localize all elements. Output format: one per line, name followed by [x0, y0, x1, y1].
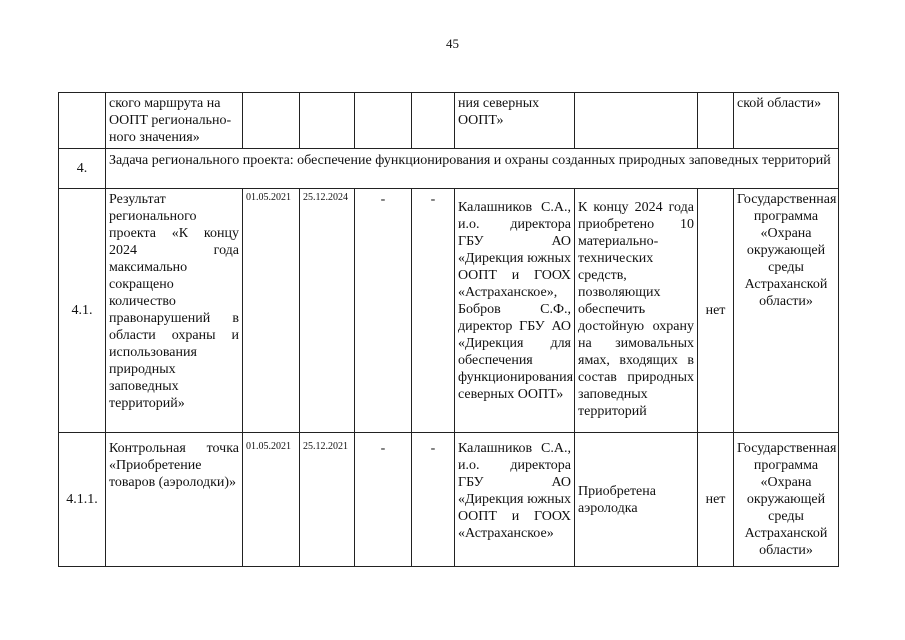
row-responsible: Калашников С.А., и.о. директора ГБУ АО «Дирекция южных ООПТ и ГООХ «Астраханское», Бобров С.Ф., директор ГБУ АО «Дирекция для обеспечения функционирования северных ООПТ» [455, 189, 575, 433]
row-description: Контрольная точка «Приобретение товаров (аэролодки)» [106, 433, 243, 567]
project-table [58, 92, 839, 567]
cell-number [59, 93, 106, 149]
cell-responsible: ния северных ООПТ» [455, 93, 575, 149]
row-flag: нет [698, 189, 734, 433]
row-end-date: 25.12.2024 [300, 189, 355, 433]
row-col6: - [412, 433, 455, 567]
row-program: Государственная программа «Охрана окружающей среды Астраханской области» [734, 189, 839, 433]
cell-program: ской области» [734, 93, 839, 149]
row-program: Государственная программа «Охрана окружающей среды Астраханской области» [734, 433, 839, 567]
row-responsible: Калашников С.А., и.о. директора ГБУ АО «Дирекция южных ООПТ и ГООХ «Астраханское» [455, 433, 575, 567]
task-text: Задача регионального проекта: обеспечение функционирования и охраны созданных природных заповедных территорий [106, 149, 839, 189]
table-row [59, 433, 839, 567]
task-number: 4. [59, 149, 106, 189]
row-start-date: 01.05.2021 [243, 189, 300, 433]
row-description: Результат регионального проекта «К концу 2024 года максимально сокращено количество правонарушений в области охраны и использования природных заповедных территорий» [106, 189, 243, 433]
row-start-date: 01.05.2021 [243, 433, 300, 567]
task-row [59, 149, 839, 189]
row-number: 4.1.1. [59, 433, 106, 567]
row-end-date: 25.12.2021 [300, 433, 355, 567]
row-number: 4.1. [59, 189, 106, 433]
table-row [59, 189, 839, 433]
row-result: К концу 2024 года приобретено 10 материально-технических средств, позволяющих обеспечить достойную охрану на зимовальных ямах, входящих в состав природных заповедных территорий [575, 189, 698, 433]
row-flag: нет [698, 433, 734, 567]
row-col5: - [355, 433, 412, 567]
row-col5: - [355, 189, 412, 433]
page-number: 45 [446, 36, 459, 51]
row-result: Приобретена аэролодка [575, 433, 698, 567]
continuation-row [59, 93, 839, 149]
cell-description: ского маршрута на ООПТ регионально- ного значения» [106, 93, 243, 149]
row-col6: - [412, 189, 455, 433]
